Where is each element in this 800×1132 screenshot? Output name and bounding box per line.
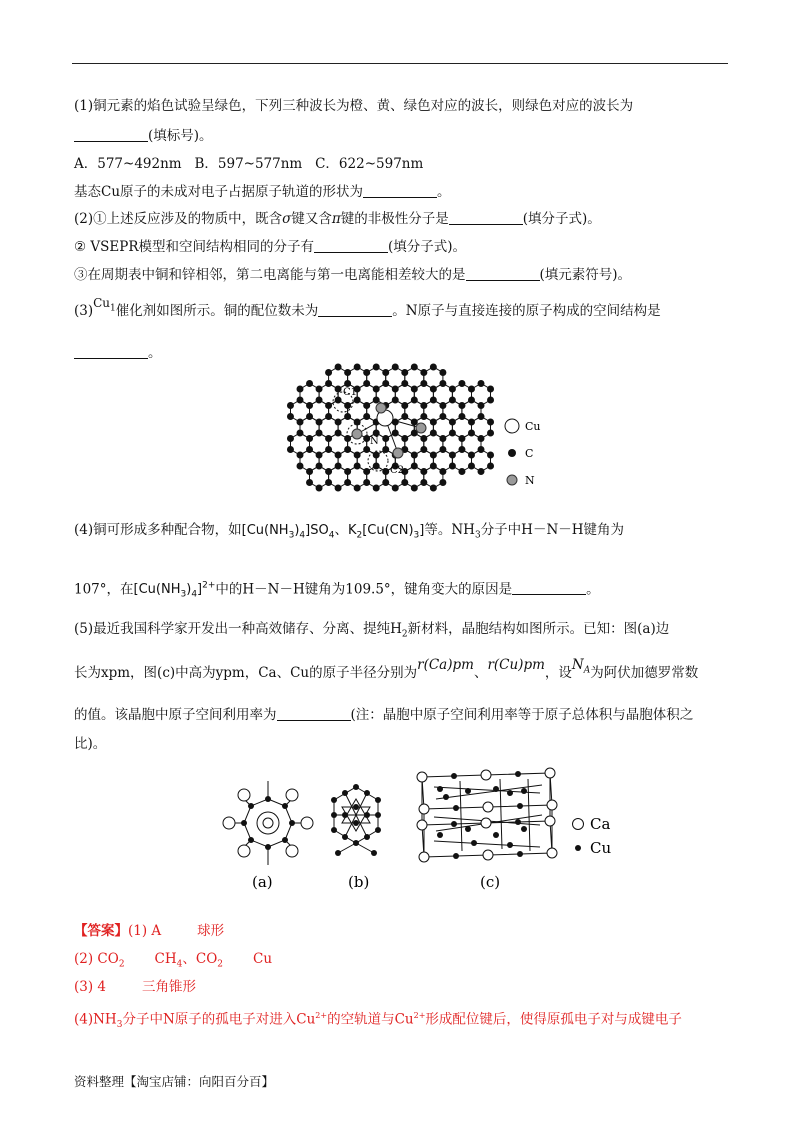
carbon-atom	[316, 419, 323, 426]
carbon-atom	[297, 386, 304, 393]
carbon-atom	[306, 435, 313, 442]
carbon-atom	[458, 413, 465, 420]
carbon-atom	[477, 402, 484, 409]
carbon-atom	[382, 479, 389, 486]
carbon-atom	[477, 435, 484, 442]
legend-cu-marker	[505, 419, 519, 433]
carbon-atom	[439, 380, 446, 387]
carbon-atom	[297, 452, 304, 459]
q1-line4: 基态Cu原子的未成对电子占据原子轨道的形状为 。	[74, 184, 451, 200]
carbon-atom	[439, 446, 446, 453]
legend-n-marker	[507, 475, 517, 485]
q4-line1: (4)铜可形成多种配合物，如$[Cu(NH_3)_4]SO_4$、$K_2[Cu(CN)_3]$等。$NH_3$分子中H－N－H键角为	[74, 522, 625, 541]
carbon-atom	[477, 413, 484, 420]
carbon-atom	[325, 413, 332, 420]
carbon-atom	[477, 468, 484, 475]
carbon-atom	[468, 419, 475, 426]
carbon-atom	[449, 452, 456, 459]
legend-cu-label: Cu	[525, 420, 541, 433]
carbon-atom	[316, 452, 323, 459]
carbon-atom	[373, 397, 380, 404]
carbon-atom	[411, 397, 418, 404]
carbon-atom	[401, 402, 408, 409]
carbon-atom	[335, 485, 342, 492]
answer-line4: $(4)NH_3$分子中N原子的孤电子对进入$Cu^{2+}$的空轨道与$Cu^{2+}$形成配位键后，使得原孤电子对与成键电子	[74, 1011, 682, 1031]
carbon-atom	[306, 380, 313, 387]
legend-c-marker	[508, 449, 516, 457]
carbon-atom	[382, 369, 389, 376]
carbon-atom	[335, 430, 342, 437]
carbon-atom	[392, 397, 399, 404]
carbon-atom	[401, 369, 408, 376]
carbon-atom	[363, 402, 370, 409]
carbon-atom	[401, 380, 408, 387]
carbon-atom	[439, 479, 446, 486]
carbon-atom	[297, 419, 304, 426]
carbon-atom	[373, 364, 380, 371]
carbon-atom	[354, 485, 361, 492]
n-atom	[352, 429, 362, 439]
carbon-atom	[477, 380, 484, 387]
q5-line2: 长为xpm，图(c)中高为ypm，Ca、Cu的原子半径分别为r(Ca)pm、r(Cu)pm，设$N_A$为阿伏加德罗常数	[74, 657, 699, 681]
label-c1: C1	[343, 387, 358, 398]
carbon-atom	[430, 452, 437, 459]
q5-line1: (5)最近我国科学家开发出一种高效储存、分离、提纯$H_2$新材料，晶胞结构如图所示。已知：图(a)边	[74, 621, 670, 640]
legend-c-label: C	[525, 447, 534, 460]
carbon-atom	[392, 430, 399, 437]
carbon-atom	[420, 369, 427, 376]
carbon-atom	[335, 397, 342, 404]
carbon-atom	[344, 479, 351, 486]
carbon-atom	[411, 386, 418, 393]
carbon-atom	[449, 463, 456, 470]
carbon-atom	[354, 364, 361, 371]
carbon-atom	[363, 468, 370, 475]
carbon-atom	[306, 402, 313, 409]
carbon-atom	[439, 468, 446, 475]
answer-line3: (3) 4 三角锥形	[74, 979, 197, 995]
carbon-atom	[306, 468, 313, 475]
carbon-atom	[477, 446, 484, 453]
carbon-atom	[392, 386, 399, 393]
carbon-atom	[373, 485, 380, 492]
n-atom	[393, 448, 403, 458]
answer-blank[interactable]	[74, 344, 148, 359]
carbon-atom	[439, 413, 446, 420]
label-c2: C2	[390, 465, 405, 476]
legend-n-label: N	[525, 474, 535, 487]
carbon-atom	[439, 435, 446, 442]
answer-blank[interactable]	[318, 302, 392, 317]
carbon-atom	[430, 485, 437, 492]
fig-b-atoms	[331, 784, 381, 856]
carbon-atom	[373, 386, 380, 393]
label-b: (b)	[348, 873, 370, 891]
carbon-atom	[420, 446, 427, 453]
carbon-atom	[487, 430, 494, 437]
carbon-atom	[306, 479, 313, 486]
carbon-atom	[449, 430, 456, 437]
carbon-atom	[316, 430, 323, 437]
carbon-atom	[344, 446, 351, 453]
carbon-atom	[411, 364, 418, 371]
carbon-atom	[468, 397, 475, 404]
top-rule	[72, 63, 728, 64]
cu-catalyst-figure	[280, 360, 560, 510]
carbon-atom	[458, 402, 465, 409]
answer-blank[interactable]	[449, 210, 523, 225]
carbon-atom	[363, 479, 370, 486]
carbon-atom	[316, 386, 323, 393]
carbon-atom	[287, 413, 294, 420]
carbon-atom	[430, 419, 437, 426]
carbon-atom	[468, 452, 475, 459]
fig-c-atoms	[417, 768, 557, 862]
carbon-atom	[411, 419, 418, 426]
carbon-atom	[363, 446, 370, 453]
carbon-atom	[363, 413, 370, 420]
answer-blank[interactable]	[466, 266, 540, 281]
q3-line1: $(3)Cu_1$催化剂如图所示。铜的配位数未为 。N原子与直接连接的原子构成的空间结构是	[74, 296, 661, 319]
carbon-atom	[287, 435, 294, 442]
carbon-atom	[430, 463, 437, 470]
q1-line1: (1)铜元素的焰色试验呈绿色，下列三种波长为橙、黄、绿色对应的波长，则绿色对应的波长为	[74, 98, 634, 114]
carbon-atom	[335, 419, 342, 426]
carbon-atom	[439, 369, 446, 376]
carbon-atom	[325, 435, 332, 442]
carbon-atom	[335, 386, 342, 393]
carbon-atom	[411, 485, 418, 492]
legend-cu-label: Cu	[590, 839, 612, 857]
answer-blank[interactable]	[74, 127, 148, 142]
carbon-atom	[325, 446, 332, 453]
carbon-atom	[373, 463, 380, 470]
crystal-cell-figure	[210, 765, 630, 895]
carbon-atom	[430, 364, 437, 371]
carbon-atom	[335, 452, 342, 459]
answer-blank[interactable]	[512, 580, 586, 595]
carbon-atom	[316, 485, 323, 492]
carbon-atom	[297, 397, 304, 404]
carbon-atom	[325, 479, 332, 486]
n-atom	[416, 423, 426, 433]
q3-line2: 。	[74, 343, 728, 363]
carbon-atom	[325, 369, 332, 376]
legend-cu-marker	[575, 845, 581, 851]
carbon-atom	[430, 397, 437, 404]
carbon-atom	[430, 386, 437, 393]
carbon-atom	[420, 413, 427, 420]
carbon-atom	[306, 413, 313, 420]
answer-blank[interactable]	[363, 183, 437, 198]
carbon-atom	[401, 435, 408, 442]
label-n: N	[370, 436, 379, 447]
carbon-atom	[468, 386, 475, 393]
carbon-atom	[392, 485, 399, 492]
carbon-atom	[458, 468, 465, 475]
carbon-atom	[306, 446, 313, 453]
carbon-atom	[297, 430, 304, 437]
carbon-atom	[420, 435, 427, 442]
carbon-atom	[316, 463, 323, 470]
q5-line4: 比)。	[74, 736, 107, 752]
carbon-atom	[325, 380, 332, 387]
carbon-atom	[458, 435, 465, 442]
carbon-atom	[287, 446, 294, 453]
carbon-atom	[373, 452, 380, 459]
carbon-atom	[354, 452, 361, 459]
q2-line2: ② VSEPR模型和空间结构相同的分子有 (填分子式)。	[74, 239, 467, 255]
carbon-atom	[449, 397, 456, 404]
label-a: (a)	[252, 873, 273, 891]
carbon-atom	[344, 402, 351, 409]
carbon-atom	[287, 402, 294, 409]
carbon-atom	[487, 397, 494, 404]
answer-line2: (2) $CO_2$ $CH_4$、$CO_2$ Cu	[74, 951, 273, 970]
carbon-atom	[325, 402, 332, 409]
legend-ca-label: Ca	[590, 815, 611, 833]
carbon-atom	[411, 463, 418, 470]
carbon-atom	[420, 468, 427, 475]
q2-line1: (2)①上述反应涉及的物质中，既含σ键又含π键的非极性分子是 (填分子式)。	[74, 211, 601, 227]
carbon-atom	[430, 430, 437, 437]
carbon-atom	[420, 479, 427, 486]
carbon-atom	[420, 380, 427, 387]
q2-line3: ③在周期表中铜和锌相邻，第二电离能与第一电离能相差较大的是 (填元素符号)。	[74, 267, 632, 283]
carbon-atom	[344, 413, 351, 420]
q1-line2: (填标号)。	[74, 126, 728, 146]
carbon-atom	[344, 369, 351, 376]
carbon-atom	[354, 463, 361, 470]
carbon-atom	[458, 446, 465, 453]
footer-note: 资料整理【淘宝店铺：向阳百分百】	[74, 1074, 275, 1089]
q5-line3: 的值。该晶胞中原子空间利用率为 (注：晶胞中原子空间利用率等于原子总体积与晶胞体积之	[74, 707, 694, 723]
legend-ca-marker	[573, 819, 584, 830]
label-c: (c)	[480, 873, 501, 891]
carbon-atom	[382, 435, 389, 442]
carbon-atom	[344, 380, 351, 387]
carbon-atom	[392, 364, 399, 371]
carbon-atom	[382, 380, 389, 387]
carbon-atom	[363, 369, 370, 376]
carbon-atom	[487, 419, 494, 426]
carbon-atom	[487, 463, 494, 470]
carbon-atom	[325, 468, 332, 475]
carbon-atom	[411, 452, 418, 459]
carbon-atom	[449, 419, 456, 426]
carbon-atom	[297, 463, 304, 470]
carbon-atom	[335, 463, 342, 470]
carbon-atom	[468, 463, 475, 470]
carbon-atom	[335, 364, 342, 371]
carbon-atom	[449, 386, 456, 393]
carbon-atom	[401, 413, 408, 420]
carbon-atom	[401, 479, 408, 486]
carbon-atom	[316, 397, 323, 404]
carbon-atom	[487, 452, 494, 459]
answer-line1: 【答案】(1) A 球形	[74, 923, 225, 939]
answer-blank[interactable]	[277, 706, 351, 721]
carbon-atom	[344, 468, 351, 475]
q4-line2: 107°，在$[Cu(NH_3)_4]^{2+}$中的H－N－H键角为109.5°，键角变大的原因是 。	[74, 581, 600, 600]
carbon-atom	[439, 402, 446, 409]
answer-blank[interactable]	[314, 238, 388, 253]
carbon-atom	[468, 430, 475, 437]
carbon-atom	[420, 402, 427, 409]
fig-c	[422, 773, 552, 857]
carbon-atom	[458, 380, 465, 387]
q1-options: A．577~492nm B．597~577nm C．622~597nm	[74, 156, 424, 172]
carbon-atom	[487, 386, 494, 393]
carbon-atom	[363, 380, 370, 387]
n-atom	[376, 403, 386, 413]
